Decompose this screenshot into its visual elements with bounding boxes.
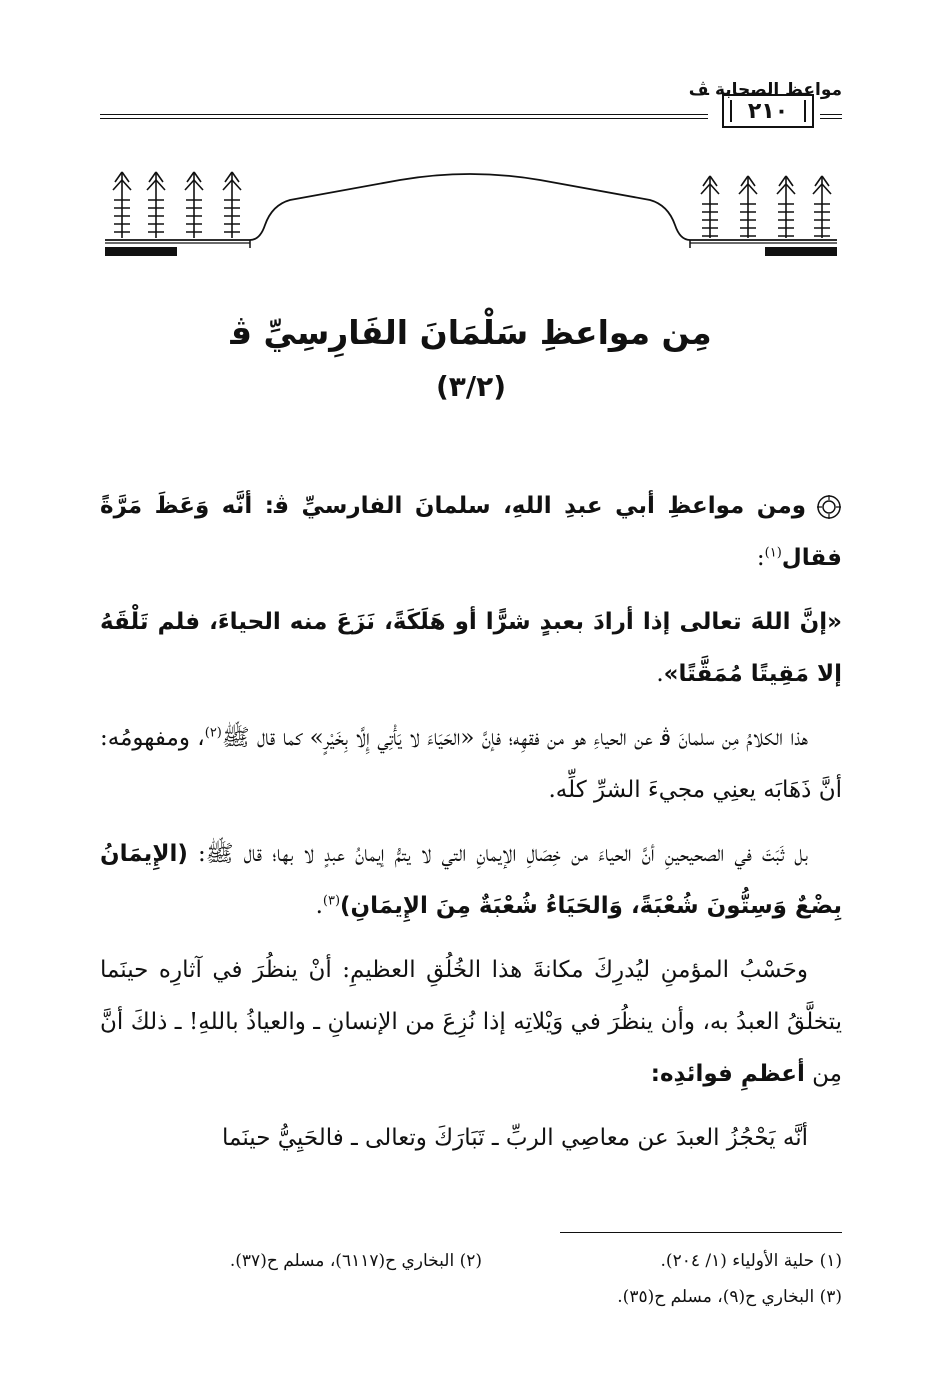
footnote-row (100, 1243, 842, 1279)
footnote-ref: (٣) (322, 893, 341, 909)
paragraph-end: . (315, 893, 323, 919)
ornament-graphic (100, 150, 842, 265)
footnote-row (100, 1279, 842, 1315)
footnote: (١) حلية الأولياء (١/ ٢٠٤). (660, 1251, 842, 1271)
paragraph (100, 944, 842, 1100)
paragraph (100, 712, 842, 816)
paragraph-text: أنَّه يَحْجُزُ العبدَ عن معاصِي الربِّ ـ تَبَارَكَ وتعالى ـ فالحَيِيُّ حينَما (222, 1125, 808, 1151)
paragraph-text: بل ثَبَتَ في الصحيحينِ أنَّ الحياءَ من خِصَالِ الإيمانِ التي لا يتمُّ إيمانُ عبدٍ لا بها؛ قال ﷺ: (187, 841, 808, 867)
quote-text: «إنَّ اللهَ تعالى إذا أرادَ بعبدٍ شرًّا أو هَلَكَةً، نَزَعَ منه الحياءَ، فلم تَلْقَهُ إلا مَقِيتًا مُمَقَّتًا» (100, 609, 842, 687)
paragraph-text: وحَسْبُ المؤمنِ ليُدرِكَ مكانةَ هذا الخُلُقِ العظيمِ: أنْ ينظُرَ في آثارِه حينَما يتخلَّقُ العبدُ به، وأن ينظُرَ في وَيْلاتِه إذا نُزِعَ من الإنسانِ ـ والعياذُ باللهِ! ـ ذلكَ أنَّ مِن (100, 957, 842, 1087)
paragraph (100, 828, 842, 932)
chapter-subtitle: (٣/٢) (436, 370, 506, 403)
header-rule (820, 114, 842, 115)
flower-ornament-icon (816, 494, 842, 520)
footnote: (٢) البخاري ح(٦١١٧)، مسلم ح(٣٧). (229, 1251, 482, 1271)
footnote-ref: (١) (764, 545, 782, 561)
running-header (100, 72, 842, 132)
paragraph-lead: ومن مواعظِ أبي عبدِ اللهِ، سلمانَ الفارسيِّ ﭬ: (252, 493, 806, 519)
paragraph-end: : (756, 545, 765, 571)
hadith-text: (الإِيمَانُ بِضْعٌ وَسِتُّونَ شُعْبَةً، وَالحَيَاءُ شُعْبَةٌ مِنَ الإِيمَانِ) (100, 841, 842, 919)
page-number-frame (722, 94, 814, 128)
paragraph (100, 596, 842, 700)
footnote-separator (560, 1232, 842, 1233)
paragraph-end: . (656, 661, 664, 687)
paragraph (100, 1112, 842, 1164)
chapter-title: مِن مواعظِ سَلْمَانَ الفَارِسِيِّ ﭬ (230, 313, 712, 352)
body-text (100, 480, 842, 1176)
header-rule (100, 118, 708, 119)
page-number: ٢١٠ (747, 99, 789, 124)
footnotes (100, 1243, 842, 1315)
header-rule (820, 118, 842, 119)
footnote-ref: (٢) (204, 725, 222, 741)
running-header-title: مواعظ الصحابة ﭫ (688, 80, 842, 100)
paragraph-text: هذا الكلامُ مِن سلمانَ ﭬ عن الحياءِ هو من فقهِه؛ فإنَّ «الحَيَاءَ لا يَأْتِي إِلَّا بِخَيْرٍ» كما قال ﷺ (221, 725, 808, 751)
paragraph-bold: أعظمِ فوائدِه: (650, 1061, 805, 1087)
chapter-ornament (100, 150, 842, 265)
paragraph-bold: أنَّه وَعَظَ مَرَّةً فقال (100, 493, 842, 571)
header-rule (100, 114, 708, 115)
paragraph-text: ، ومفهومُه: أنَّ ذَهَابَه يعنِي مجيءَ الشرِّ كلِّه. (100, 725, 842, 803)
paragraph (100, 480, 842, 584)
footnote: (٣) البخاري ح(٩)، مسلم ح(٣٥). (617, 1287, 842, 1307)
